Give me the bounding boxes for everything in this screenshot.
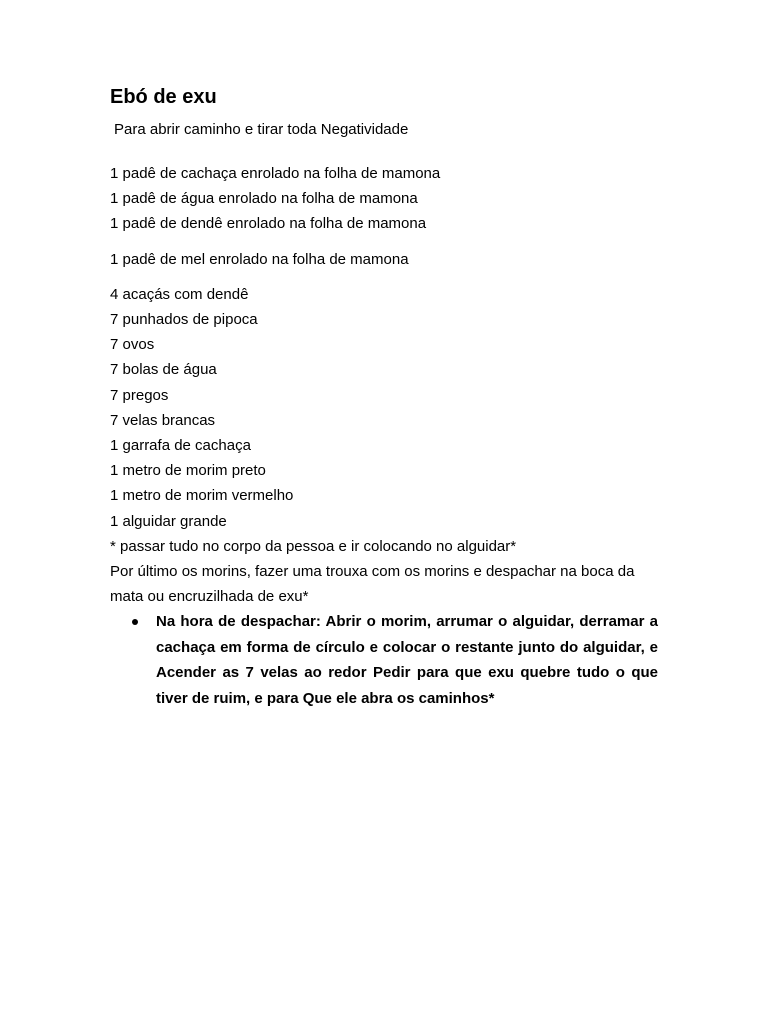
ingredient-line: 1 alguidar grande [110, 512, 227, 530]
document-title: Ebó de exu [110, 86, 217, 108]
ingredient-group-3 [110, 282, 658, 559]
instruction-paragraph: Por último os morins, fazer uma trouxa com os morins e despachar na boca da mata ou encruzilhada de exu* [110, 563, 635, 606]
document-page [110, 84, 658, 711]
ingredient-line: 1 padê de dendê enrolado na folha de mamona [110, 215, 427, 233]
bullet-text: Na hora de despachar: Abrir o morim, arrumar o alguidar, derramar a cachaça em forma de círculo e colocar o restante junto do alguidar, e Acender as 7 velas ao redor Pedir para que exu quebre tudo o que tiver de ruim, e para Que ele abra os caminhos* [156, 613, 658, 707]
ingredient-line: 1 padê de mel enrolado na folha de mamona [110, 250, 409, 268]
ingredient-line: 4 acaçás com dendê [110, 285, 249, 303]
bullet-icon [132, 619, 138, 625]
ingredient-line: 1 metro de morim preto [110, 462, 266, 480]
ingredient-group-2 [110, 247, 658, 272]
ingredient-line: 1 padê de água enrolado na folha de mamona [110, 190, 418, 208]
ingredient-line: 1 padê de cachaça enrolado na folha de mamona [110, 165, 441, 182]
ingredient-line: 7 velas brancas [110, 411, 216, 429]
ingredient-line: 7 bolas de água [110, 361, 217, 379]
ingredient-line: 1 garrafa de cachaça [110, 437, 251, 455]
bullet-list [110, 609, 658, 711]
ingredient-group-1 [110, 161, 658, 237]
ingredient-line: 1 metro de morim vermelho [110, 487, 294, 505]
instruction-line: * passar tudo no corpo da pessoa e ir colocando no alguidar* [110, 537, 517, 555]
ingredient-line: 7 punhados de pipoca [110, 311, 258, 329]
ingredient-line: 7 ovos [110, 336, 155, 354]
ingredient-line: 7 pregos [110, 386, 169, 404]
bullet-item [110, 609, 658, 711]
document-subtitle: Para abrir caminho e tirar toda Negatividade [114, 121, 409, 138]
